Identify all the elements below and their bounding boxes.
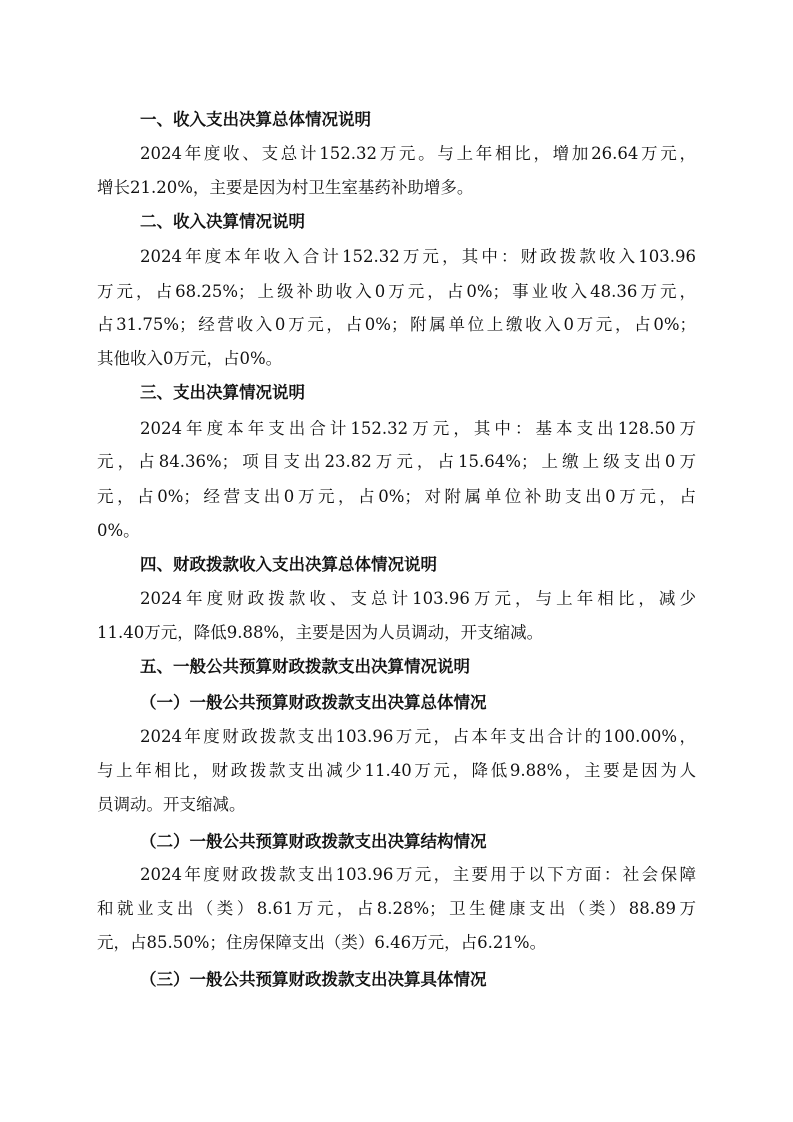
subsection-heading: （二）一般公共预算财政拨款支出决算结构情况 — [140, 832, 487, 851]
section-heading: 四、财政拨款收入支出决算总体情况说明 — [140, 555, 437, 574]
paragraph-line: 2024年度本年支出合计152.32万元，其中：基本支出128.50万 — [140, 419, 696, 438]
section-heading: 三、支出决算情况说明 — [140, 383, 305, 402]
subsection-heading: （一）一般公共预算财政拨款支出决算总体情况 — [140, 693, 487, 712]
paragraph-line: 2024年度收、支总计152.32万元。与上年相比，增加26.64万元， — [140, 144, 696, 163]
paragraph-line: 2024年度财政拨款支出103.96万元，占本年支出合计的100.00%， — [140, 727, 696, 746]
paragraph-line: 元，占85.50%；住房保障支出（类）6.46万元，占6.21%。 — [97, 933, 547, 952]
paragraph-line: 0%。 — [97, 521, 140, 540]
subsection-heading: （三）一般公共预算财政拨款支出决算具体情况 — [140, 970, 487, 989]
paragraph-line: 和就业支出（类）8.61万元，占8.28%；卫生健康支出（类）88.89万 — [97, 899, 696, 918]
paragraph-line: 增长21.20%，主要是因为村卫生室基药补助增多。 — [97, 178, 474, 197]
paragraph-line: 2024年度财政拨款支出103.96万元，主要用于以下方面：社会保障 — [140, 865, 696, 884]
paragraph-line: 2024年度本年收入合计152.32万元，其中：财政拨款收入103.96 — [140, 247, 696, 266]
section-heading: 二、收入决算情况说明 — [140, 212, 305, 231]
paragraph-line: 员调动。开支缩减。 — [97, 795, 246, 814]
paragraph-line: 元，占84.36%；项目支出23.82万元，占15.64%；上缴上级支出0万 — [97, 452, 696, 471]
paragraph-line: 与上年相比，财政拨款支出减少11.40万元，降低9.88%，主要是因为人 — [97, 761, 696, 780]
paragraph-line: 元，占0%；经营支出0万元，占0%；对附属单位补助支出0万元，占 — [97, 487, 696, 506]
paragraph-line: 2024年度财政拨款收、支总计103.96万元，与上年相比，减少 — [140, 589, 696, 608]
paragraph-line: 万元，占68.25%；上级补助收入0万元，占0%；事业收入48.36万元， — [97, 282, 696, 301]
paragraph-line: 其他收入0万元，占0%。 — [97, 349, 283, 368]
paragraph-line: 占31.75%；经营收入0万元，占0%；附属单位上缴收入0万元，占0%； — [97, 315, 696, 334]
section-heading: 一、收入支出决算总体情况说明 — [140, 110, 371, 129]
paragraph-line: 11.40万元，降低9.88%，主要是因为人员调动，开支缩减。 — [97, 623, 544, 642]
section-heading: 五、一般公共预算财政拨款支出决算情况说明 — [140, 657, 470, 676]
